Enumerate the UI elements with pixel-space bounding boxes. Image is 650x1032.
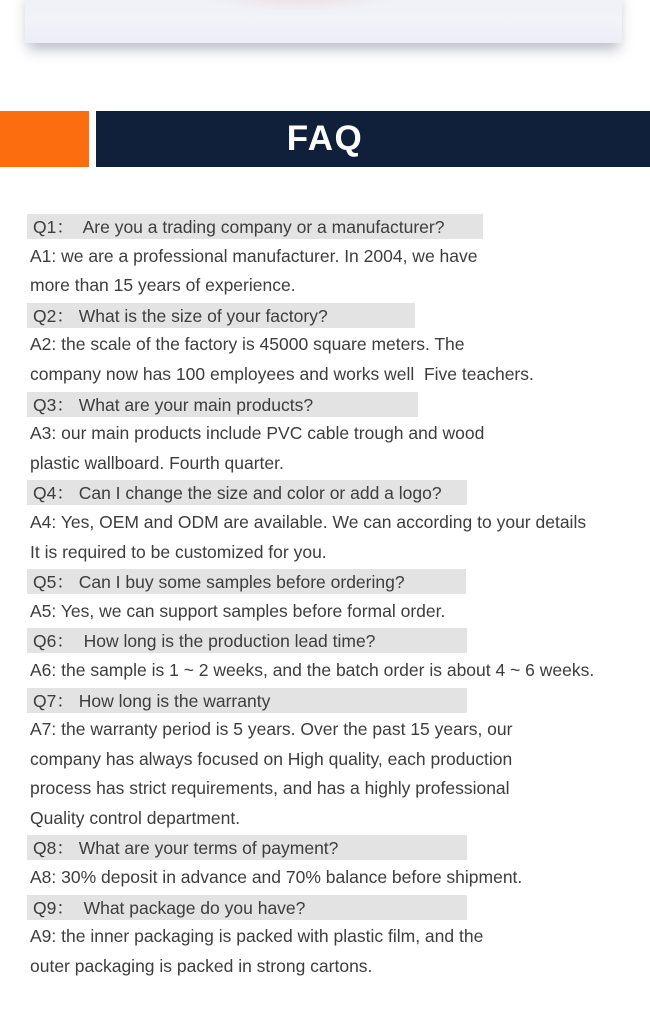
answer-3-line-1: A3: our main products include PVC cable trough and wood	[30, 423, 485, 444]
faq-item-q2	[27, 303, 632, 392]
answer-4-line-1: A4: Yes, OEM and ODM are available. We can according to your details	[30, 511, 587, 532]
answer-6-line-1: A6: the sample is 1 ~ 2 weeks, and the batch order is about 4 ~ 6 weeks.	[30, 659, 595, 680]
faq-header-band	[0, 111, 650, 167]
previous-section-image-bottom	[25, 0, 622, 43]
question-2: Q2： What is the size of your factory?	[27, 303, 415, 328]
question-5: Q5： Can I buy some samples before ordering?	[27, 569, 466, 594]
faq-item-q1	[27, 214, 632, 303]
answer-2-line-1: A2: the scale of the factory is 45000 square meters. The	[30, 334, 465, 355]
faq-item-q3	[27, 392, 632, 481]
answer-5-line-1: A5: Yes, we can support samples before formal order.	[30, 600, 446, 621]
faq-item-q9	[27, 895, 632, 984]
faq-item-q7	[27, 688, 632, 836]
question-7: Q7： How long is the warranty	[27, 688, 467, 713]
answer-1-line-1: A1: we are a professional manufacturer. In 2004, we have	[30, 245, 478, 266]
faq-section-title: FAQ	[286, 119, 364, 158]
question-4: Q4： Can I change the size and color or add a logo?	[27, 480, 467, 505]
answer-9-line-1: A9: the inner packaging is packed with plastic film, and the	[30, 926, 484, 947]
answer-4-line-2: It is required to be customized for you.	[30, 541, 327, 562]
faq-item-q6	[27, 628, 632, 687]
answer-3-line-2: plastic wallboard. Fourth quarter.	[30, 452, 284, 473]
question-3: Q3： What are your main products?	[27, 392, 418, 417]
faq-list	[27, 214, 632, 983]
faq-item-q4	[27, 480, 632, 569]
answer-7-line-3: process has strict requirements, and has a highly professional	[30, 778, 510, 799]
answer-1-line-2: more than 15 years of experience.	[30, 275, 296, 296]
question-9: Q9： What package do you have?	[27, 895, 467, 920]
answer-8-line-1: A8: 30% deposit in advance and 70% balance before shipment.	[30, 867, 523, 888]
answer-7-line-4: Quality control department.	[30, 807, 241, 828]
answer-7-line-1: A7: the warranty period is 5 years. Over the past 15 years, our	[30, 719, 513, 740]
faq-item-q5	[27, 569, 632, 628]
question-6: Q6： How long is the production lead time?	[27, 628, 467, 653]
question-8: Q8： What are your terms of payment?	[27, 835, 467, 860]
answer-9-line-2: outer packaging is packed in strong cartons.	[30, 955, 373, 976]
answer-2-line-2: company now has 100 employees and works well Five teachers.	[30, 363, 534, 384]
answer-7-line-2: company has always focused on High quality, each production	[30, 748, 513, 769]
faq-item-q8	[27, 835, 632, 894]
question-1: Q1： Are you a trading company or a manufacturer?	[27, 214, 483, 239]
